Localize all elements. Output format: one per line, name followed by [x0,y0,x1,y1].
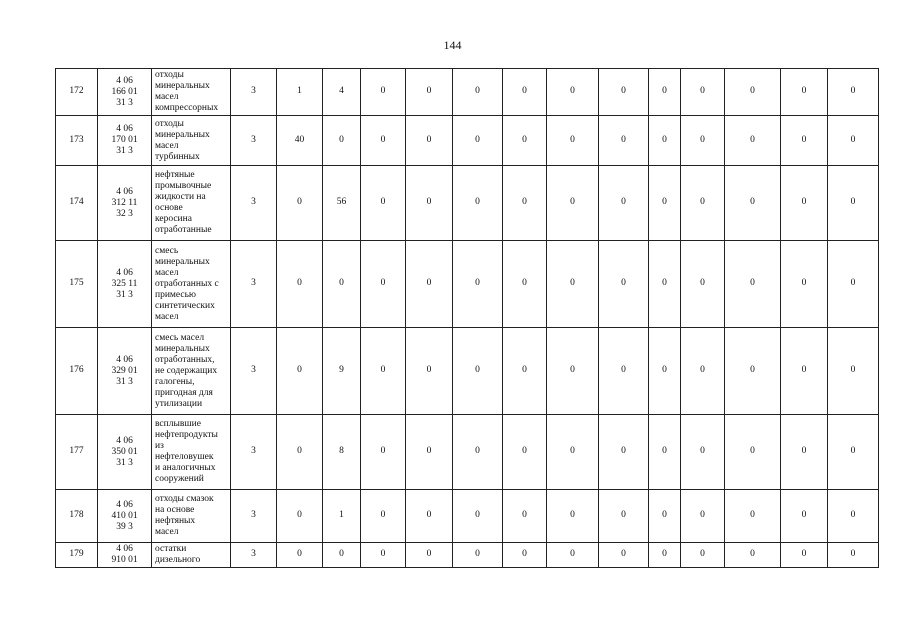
value-cell-1: 0 [277,328,323,415]
value-cell-10: 0 [681,543,725,568]
waste-code-cell: 4 06 170 01 31 3 [98,116,152,166]
value-cell-8: 0 [599,415,649,490]
value-cell-3: 0 [361,328,406,415]
value-cell-6: 0 [503,241,547,328]
row-number-cell: 173 [56,116,98,166]
value-cell-2: 0 [323,116,361,166]
value-cell-4: 0 [406,69,453,116]
value-cell-6: 0 [503,415,547,490]
value-cell-12: 0 [781,328,828,415]
value-cell-8: 0 [599,543,649,568]
table-row [56,490,879,543]
value-cell-4: 0 [406,166,453,241]
value-cell-13: 0 [828,116,879,166]
value-cell-5: 0 [453,166,503,241]
value-cell-8: 0 [599,490,649,543]
value-cell-9: 0 [649,415,681,490]
value-cell-12: 0 [781,490,828,543]
value-cell-5: 0 [453,415,503,490]
value-cell-9: 0 [649,241,681,328]
value-cell-5: 0 [453,241,503,328]
value-cell-13: 0 [828,328,879,415]
value-cell-7: 0 [547,166,599,241]
value-cell-3: 0 [361,415,406,490]
value-cell-2: 0 [323,241,361,328]
value-cell-8: 0 [599,328,649,415]
value-cell-4: 0 [406,241,453,328]
waste-name-cell: отходы смазок на основе нефтяных масел [152,490,231,543]
value-cell-9: 0 [649,490,681,543]
row-number-cell: 175 [56,241,98,328]
value-cell-9: 0 [649,69,681,116]
value-cell-7: 0 [547,415,599,490]
table-row [56,69,879,116]
value-cell-10: 0 [681,328,725,415]
row-number-cell: 176 [56,328,98,415]
value-cell-1: 1 [277,69,323,116]
table-row [56,543,879,568]
value-cell-11: 0 [725,415,781,490]
row-number-cell: 178 [56,490,98,543]
value-cell-4: 0 [406,116,453,166]
value-cell-11: 0 [725,543,781,568]
row-number-cell: 172 [56,69,98,116]
value-cell-1: 0 [277,543,323,568]
value-cell-11: 0 [725,328,781,415]
value-cell-13: 0 [828,241,879,328]
value-cell-8: 0 [599,166,649,241]
value-cell-5: 0 [453,328,503,415]
value-cell-2: 0 [323,543,361,568]
value-cell-4: 0 [406,543,453,568]
value-cell-10: 0 [681,415,725,490]
waste-table [55,68,879,568]
value-cell-6: 0 [503,166,547,241]
value-cell-12: 0 [781,166,828,241]
value-cell-7: 0 [547,543,599,568]
value-cell-8: 0 [599,69,649,116]
value-cell-4: 0 [406,415,453,490]
value-cell-3: 0 [361,166,406,241]
value-cell-6: 0 [503,328,547,415]
hazard-class-cell: 3 [231,166,277,241]
hazard-class-cell: 3 [231,543,277,568]
value-cell-3: 0 [361,241,406,328]
value-cell-2: 1 [323,490,361,543]
value-cell-1: 0 [277,415,323,490]
waste-code-cell: 4 06 410 01 39 3 [98,490,152,543]
waste-code-cell: 4 06 910 01 [98,543,152,568]
value-cell-10: 0 [681,490,725,543]
value-cell-7: 0 [547,490,599,543]
value-cell-2: 9 [323,328,361,415]
waste-name-cell: отходы минеральных масел компрессорных [152,69,231,116]
hazard-class-cell: 3 [231,69,277,116]
value-cell-7: 0 [547,241,599,328]
value-cell-1: 0 [277,490,323,543]
value-cell-10: 0 [681,116,725,166]
value-cell-10: 0 [681,241,725,328]
waste-name-cell: смесь масел минеральных отработанных, не содержащих галогены, пригодная для утилизации [152,328,231,415]
waste-code-cell: 4 06 325 11 31 3 [98,241,152,328]
value-cell-6: 0 [503,543,547,568]
value-cell-12: 0 [781,116,828,166]
value-cell-11: 0 [725,166,781,241]
page-number: 144 [443,38,462,52]
value-cell-9: 0 [649,116,681,166]
value-cell-13: 0 [828,543,879,568]
hazard-class-cell: 3 [231,116,277,166]
value-cell-6: 0 [503,69,547,116]
table-row [56,166,879,241]
value-cell-5: 0 [453,543,503,568]
hazard-class-cell: 3 [231,328,277,415]
value-cell-4: 0 [406,490,453,543]
value-cell-13: 0 [828,166,879,241]
table-row [56,241,879,328]
value-cell-7: 0 [547,116,599,166]
value-cell-11: 0 [725,490,781,543]
table-row [56,328,879,415]
value-cell-7: 0 [547,328,599,415]
waste-code-cell: 4 06 312 11 32 3 [98,166,152,241]
value-cell-5: 0 [453,490,503,543]
value-cell-3: 0 [361,69,406,116]
value-cell-8: 0 [599,241,649,328]
value-cell-8: 0 [599,116,649,166]
value-cell-1: 0 [277,241,323,328]
value-cell-6: 0 [503,116,547,166]
row-number-cell: 174 [56,166,98,241]
waste-code-cell: 4 06 350 01 31 3 [98,415,152,490]
value-cell-2: 4 [323,69,361,116]
value-cell-12: 0 [781,69,828,116]
row-number-cell: 177 [56,415,98,490]
value-cell-1: 40 [277,116,323,166]
value-cell-3: 0 [361,490,406,543]
value-cell-4: 0 [406,328,453,415]
value-cell-7: 0 [547,69,599,116]
hazard-class-cell: 3 [231,415,277,490]
waste-name-cell: всплывшие нефтепродукты из нефтеловушек и аналогичных сооружений [152,415,231,490]
waste-name-cell: отходы минеральных масел турбинных [152,116,231,166]
value-cell-9: 0 [649,166,681,241]
value-cell-10: 0 [681,166,725,241]
waste-code-cell: 4 06 329 01 31 3 [98,328,152,415]
value-cell-9: 0 [649,328,681,415]
value-cell-2: 8 [323,415,361,490]
value-cell-1: 0 [277,166,323,241]
value-cell-13: 0 [828,490,879,543]
value-cell-11: 0 [725,116,781,166]
waste-name-cell: смесь минеральных масел отработанных с примесью синтетических масел [152,241,231,328]
table-row [56,116,879,166]
value-cell-6: 0 [503,490,547,543]
value-cell-13: 0 [828,69,879,116]
table-row [56,415,879,490]
value-cell-12: 0 [781,415,828,490]
value-cell-3: 0 [361,543,406,568]
value-cell-13: 0 [828,415,879,490]
hazard-class-cell: 3 [231,241,277,328]
value-cell-3: 0 [361,116,406,166]
value-cell-11: 0 [725,69,781,116]
value-cell-9: 0 [649,543,681,568]
waste-name-cell: нефтяные промывочные жидкости на основе керосина отработанные [152,166,231,241]
waste-code-cell: 4 06 166 01 31 3 [98,69,152,116]
value-cell-12: 0 [781,241,828,328]
value-cell-5: 0 [453,116,503,166]
value-cell-2: 56 [323,166,361,241]
hazard-class-cell: 3 [231,490,277,543]
row-number-cell: 179 [56,543,98,568]
value-cell-11: 0 [725,241,781,328]
value-cell-5: 0 [453,69,503,116]
waste-name-cell: остатки дизельного [152,543,231,568]
value-cell-12: 0 [781,543,828,568]
value-cell-10: 0 [681,69,725,116]
